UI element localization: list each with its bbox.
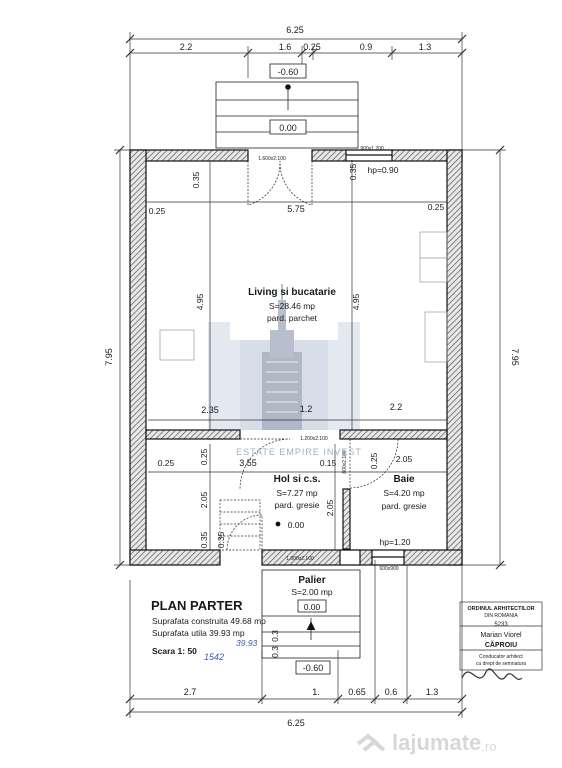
dim-12: 1.2 [299, 404, 313, 414]
lajumate-logo-icon [356, 732, 386, 754]
dim-bottom-3: 0.65 [348, 687, 366, 697]
signature-mark [462, 669, 522, 679]
dim-025-baie: 0.25 [369, 452, 379, 470]
dim-top-5: 1.3 [418, 42, 432, 52]
interior-stairs [220, 500, 260, 550]
room-baie-name: Baie [393, 474, 415, 485]
level-hol: 0.00 [287, 520, 305, 530]
stamp-role-2: cu drept de semnatura [475, 661, 527, 667]
dim-495-right: 4.95 [351, 293, 361, 311]
dim-top-2: 1.6 [278, 42, 292, 52]
room-living-floor: pard. parchet [266, 313, 318, 323]
plan-title: PLAN PARTER [151, 598, 243, 613]
stamp-number: 5233 [494, 622, 508, 628]
dim-top-3: 0.25 [303, 42, 321, 52]
hp-top: hp=0.90 [367, 165, 399, 175]
room-living-name: Living si bucatarie [248, 287, 336, 298]
dim-bottom-total: 6.25 [287, 718, 305, 728]
room-hol-floor: pard. gresie [274, 500, 320, 510]
dim-025-hol: 0.25 [157, 458, 175, 468]
lajumate-watermark [356, 726, 556, 760]
room-living-area: S=28.46 mp [268, 301, 316, 311]
dim-bottom-1: 2.7 [183, 687, 197, 697]
dim-015: 0.15 [319, 458, 337, 468]
dim-bottom-5: 1.3 [425, 687, 439, 697]
dim-bottom-4: 0.6 [384, 687, 398, 697]
handwritten-area: 39.93 [236, 638, 258, 648]
watermark-agency: ESTATE EMPIRE INVEST [236, 447, 362, 457]
opening-door-bottom: 1.000x2.100 [286, 556, 314, 562]
opening-window-bottom: 600x900 [379, 566, 399, 572]
dim-575: 5.75 [287, 204, 305, 214]
plan-scale: Scara 1: 50 [152, 646, 197, 656]
handwritten-number: 1542 [204, 652, 225, 662]
dim-bottom-2: 1. [312, 687, 320, 697]
hp-bottom: hp=1.20 [379, 537, 411, 547]
dim-035-bottom: 0.35 [199, 531, 209, 549]
dim-035-top-right: 0.35 [348, 163, 358, 181]
room-palier-name: Palier [298, 575, 326, 586]
dim-22: 2.2 [389, 402, 403, 412]
dim-top-4: 0.9 [359, 42, 373, 52]
level-bottom-outer: -0.60 [302, 663, 324, 673]
dim-left-total: 7.95 [104, 348, 114, 366]
level-markers [276, 522, 281, 527]
plan-area-useful: Suprafata utila 39.93 mp [152, 628, 245, 638]
opening-door-top: 1.600x2.100 [258, 156, 286, 162]
opening-window-small: 800x2.100 [342, 450, 348, 474]
stamp-line-1: ORDINUL ARHITECTILOR [467, 606, 535, 612]
dim-355: 3.55 [239, 458, 257, 468]
dim-top-total: 6.25 [286, 25, 304, 35]
plan-area-built: Suprafata construita 49.68 mp [152, 616, 266, 626]
level-palier: 0.00 [303, 602, 321, 612]
dim-235: 2.35 [201, 405, 219, 415]
dim-03-1: 0.3 [270, 630, 280, 642]
stamp-role-1: Conducator arhitect [479, 654, 523, 660]
room-baie-area: S=4.20 mp [383, 488, 425, 498]
dim-03-2: 0.3 [270, 646, 280, 658]
dim-025-hol-vertical: 0.25 [199, 448, 209, 466]
dim-205-baie: 2.05 [395, 454, 413, 464]
dim-top-1: 2.2 [179, 42, 193, 52]
dim-035-top-left: 0.35 [191, 171, 201, 189]
opening-door-mid: 1.200x2.100 [300, 436, 328, 442]
room-palier-area: S=2.00 mp [291, 587, 333, 597]
level-top-outer: -0.60 [277, 67, 299, 77]
level-top-inner: 0.00 [279, 123, 297, 133]
room-hol-name: Hol si c.s. [273, 474, 321, 485]
dim-495-left: 4.95 [195, 293, 205, 311]
opening-window-top: 900x1.200 [360, 146, 384, 152]
stamp-line-2: DIN ROMANIA [484, 613, 518, 619]
stamp-name-2: CĂPROIU [484, 642, 518, 649]
dim-205-left: 2.05 [199, 491, 209, 509]
room-baie-floor: pard. gresie [381, 501, 427, 511]
lajumate-tld: .ro [481, 738, 497, 754]
dim-025-right: 0.25 [427, 202, 445, 212]
dim-035-stair: 0.35 [216, 531, 226, 549]
dim-205-mid: 2.05 [325, 499, 335, 517]
dim-025-left: 0.25 [148, 206, 166, 216]
room-hol-area: S=7.27 mp [276, 488, 318, 498]
dim-right-total: 7.95 [510, 348, 520, 366]
lajumate-brand: lajumate [392, 730, 482, 755]
stamp-name-1: Marian Viorel [480, 632, 522, 639]
